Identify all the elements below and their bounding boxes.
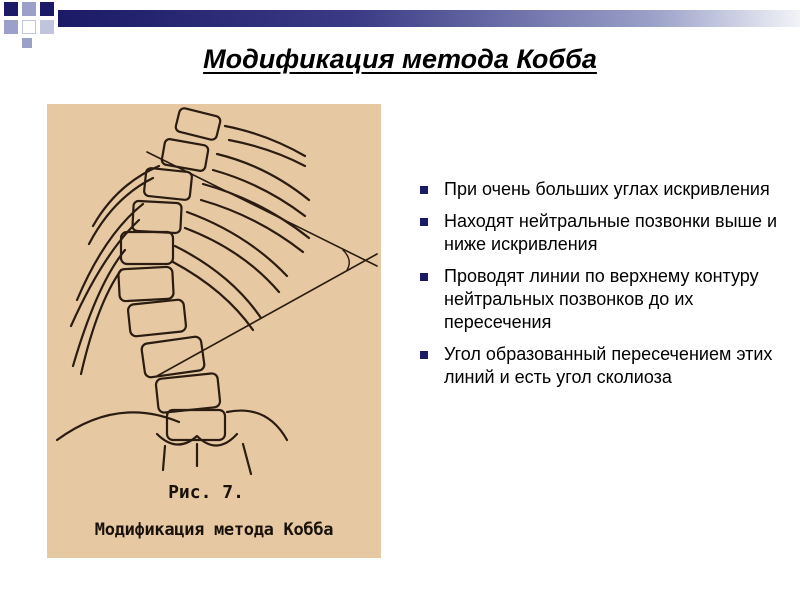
square-bullet-icon (420, 218, 428, 226)
bullet-text: Находят нейтральные позвонки выше и ниже искривления (444, 211, 778, 254)
square-bullet-icon (420, 351, 428, 359)
slide-title: Модификация метода Кобба (203, 44, 597, 74)
decor-square (4, 20, 18, 34)
decor-square (4, 2, 18, 16)
bullet-list (414, 178, 784, 398)
bullet-text: Проводят линии по верхнему контуру нейтральных позвонков до их пересечения (444, 266, 759, 332)
figure-title: Модификация метода Кобба (94, 520, 334, 540)
decor-square (22, 20, 36, 34)
decor-square (40, 2, 54, 16)
decor-square (40, 20, 54, 34)
bullet-item (414, 178, 784, 201)
bullet-text: Угол образованный пересечением этих линий и есть угол сколиоза (444, 344, 773, 387)
bullet-item (414, 210, 784, 256)
square-bullet-icon (420, 186, 428, 194)
figure-number: Рис. 7. (168, 482, 244, 503)
bullet-item (414, 265, 784, 334)
square-bullet-icon (420, 273, 428, 281)
bullet-item (414, 343, 784, 389)
bullet-text: При очень больших углах искривления (444, 179, 770, 199)
spine-figure (47, 104, 381, 558)
header-decoration (0, 0, 800, 46)
decor-square (22, 2, 36, 16)
header-gradient-bar (58, 10, 800, 27)
